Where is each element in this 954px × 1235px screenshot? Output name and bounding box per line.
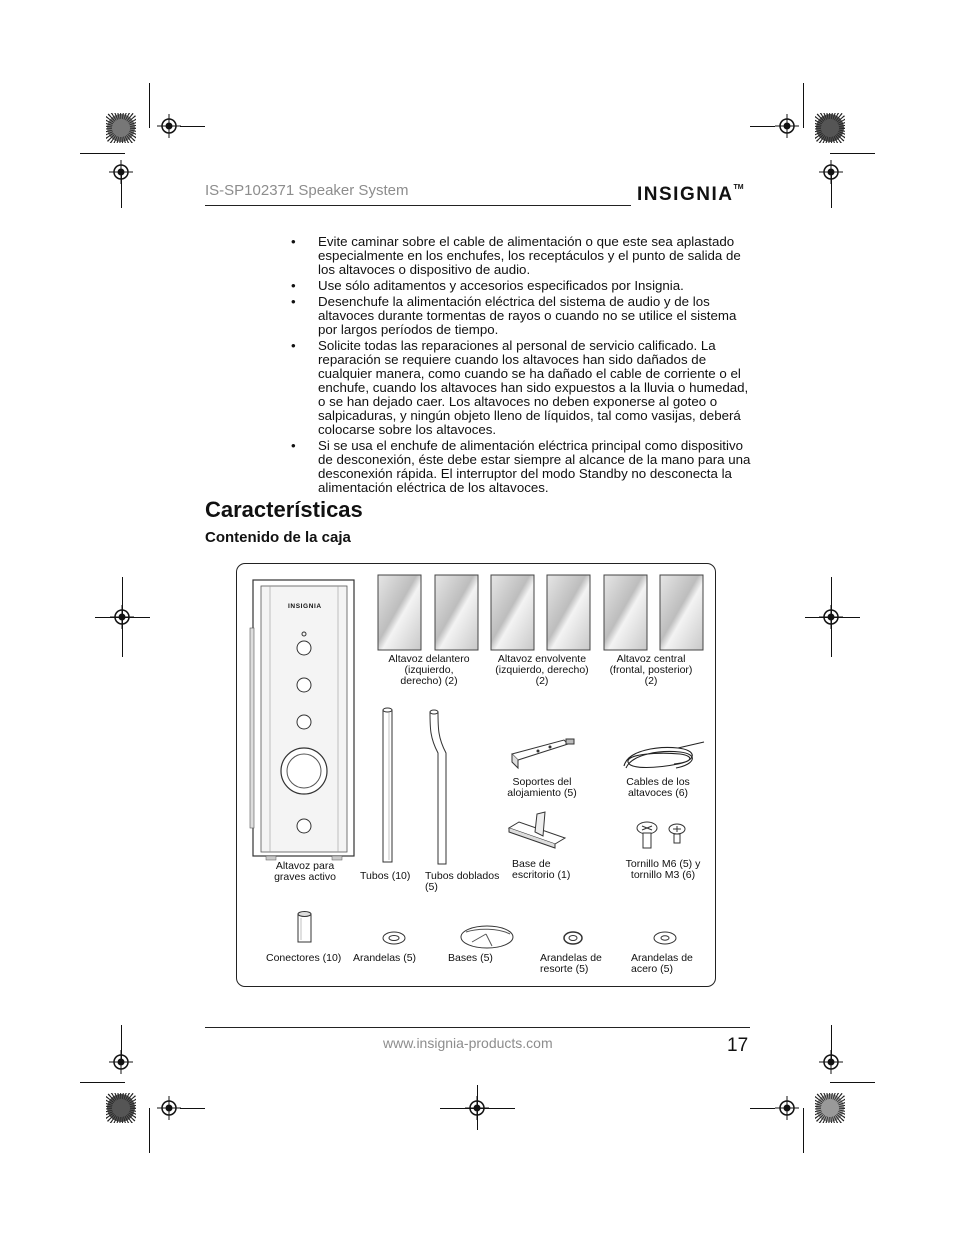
insignia-logo (637, 184, 744, 206)
desk-base-illustration (505, 808, 570, 858)
page-number: 17 (727, 1035, 749, 1056)
label-surround-speaker: Altavoz envolvente (izquierdo, derecho) (2) (495, 653, 589, 687)
registration-target-icon (110, 605, 134, 629)
registration-target-icon (819, 605, 843, 629)
registration-target-icon (819, 1050, 843, 1074)
registration-target-icon (819, 160, 843, 184)
bracket-illustration (508, 734, 578, 770)
list-item: • Evite caminar sobre el cable de alimentación o que este sea aplastado especialmente en los enchufes, los receptáculos y el punto de salida de los altavoces o dispositivo de audio. (291, 235, 751, 277)
registration-target-icon (465, 1096, 489, 1120)
logo-text: INSIGNIA (637, 184, 734, 205)
starburst-target-icon (106, 113, 136, 143)
label-cables: Cables de los altavoces (6) (626, 776, 690, 799)
section-heading: Características (205, 497, 363, 522)
list-item: • Solicite todas las reparaciones al personal de servicio calificado. La reparación se requiere cuando los altavoces han sido dañados de cualquier manera, como cuando se ha dañado el cable de corriente o el enchufe, cuando los altavoces han sido expuestos a la lluvia o humedad, o se han dejado caer. Los altavoces no deben exponerse al goteo o salpicaduras, y ningún objeto lleno de líquidos, tal como vasijas, deberá colocarse sobre los altavoces. (291, 339, 751, 437)
list-item: • Desenchufe la alimentación eléctrica del sistema de audio y de los altavoces durante tormentas de rayos o cuando no se utilice el sistema por largos períodos de tiempo. (291, 295, 751, 337)
label-front-speaker: Altavoz delantero (izquierdo, derecho) (2) (388, 653, 470, 687)
header-rule (205, 205, 631, 206)
starburst-target-icon (815, 113, 845, 143)
label-subwoofer: Altavoz para graves activo (274, 860, 336, 883)
starburst-target-icon (106, 1093, 136, 1123)
registration-target-icon (109, 160, 133, 184)
washer-illustration (380, 928, 408, 948)
connector-illustration (294, 910, 316, 946)
starburst-target-icon (815, 1093, 845, 1123)
label-spring-washers: Arandelas de resorte (5) (540, 952, 602, 975)
footer-rule (205, 1027, 750, 1028)
registration-target-icon (775, 114, 799, 138)
label-desk-base: Base de escritorio (1) (512, 858, 571, 881)
registration-target-icon (109, 1050, 133, 1074)
label-bent-tubes: Tubos doblados (5) (425, 870, 500, 893)
logo-trademark: TM (733, 184, 744, 191)
base-illustration (458, 920, 518, 952)
label-steel-washers: Arandelas de acero (5) (631, 952, 693, 975)
spring-washer-illustration (561, 928, 585, 948)
label-connectors: Conectores (10) (266, 952, 342, 964)
list-item: • Si se usa el enchufe de alimentación eléctrica principal como dispositivo de desconexión, éste debe estar siempre al alcance de la mano para una desconexión rápida. El interruptor del modo Standby no desconecta la alimentación eléctrica de los altavoces. (291, 439, 751, 495)
subwoofer-illustration (248, 578, 358, 863)
tube-illustration (378, 706, 398, 866)
label-tubes: Tubos (10) (360, 870, 411, 882)
satellite-speakers-illustration (376, 573, 711, 653)
label-bracket: Soportes del alojamiento (5) (507, 776, 577, 799)
list-item: • Use sólo aditamentos y accesorios especificados por Insignia. (291, 279, 751, 293)
label-washers: Arandelas (5) (353, 952, 417, 964)
safety-bullet-list (291, 235, 751, 497)
label-bases: Bases (5) (448, 952, 493, 964)
registration-target-icon (775, 1096, 799, 1120)
label-center-speaker: Altavoz central (frontal, posterior) (2) (609, 653, 693, 687)
steel-washer-illustration (651, 928, 679, 948)
registration-target-icon (157, 114, 181, 138)
label-screws: Tornillo M6 (5) y tornillo M3 (6) (625, 858, 701, 881)
bent-tube-illustration (424, 708, 454, 868)
section-subheading: Contenido de la caja (205, 529, 351, 546)
screws-illustration (633, 820, 693, 852)
cable-illustration (618, 738, 708, 778)
header-title: IS-SP102371 Speaker System (205, 182, 409, 199)
registration-target-icon (157, 1096, 181, 1120)
subwoofer-logo: INSIGNIA (288, 603, 322, 610)
footer-url: www.insignia-products.com (383, 1035, 553, 1051)
